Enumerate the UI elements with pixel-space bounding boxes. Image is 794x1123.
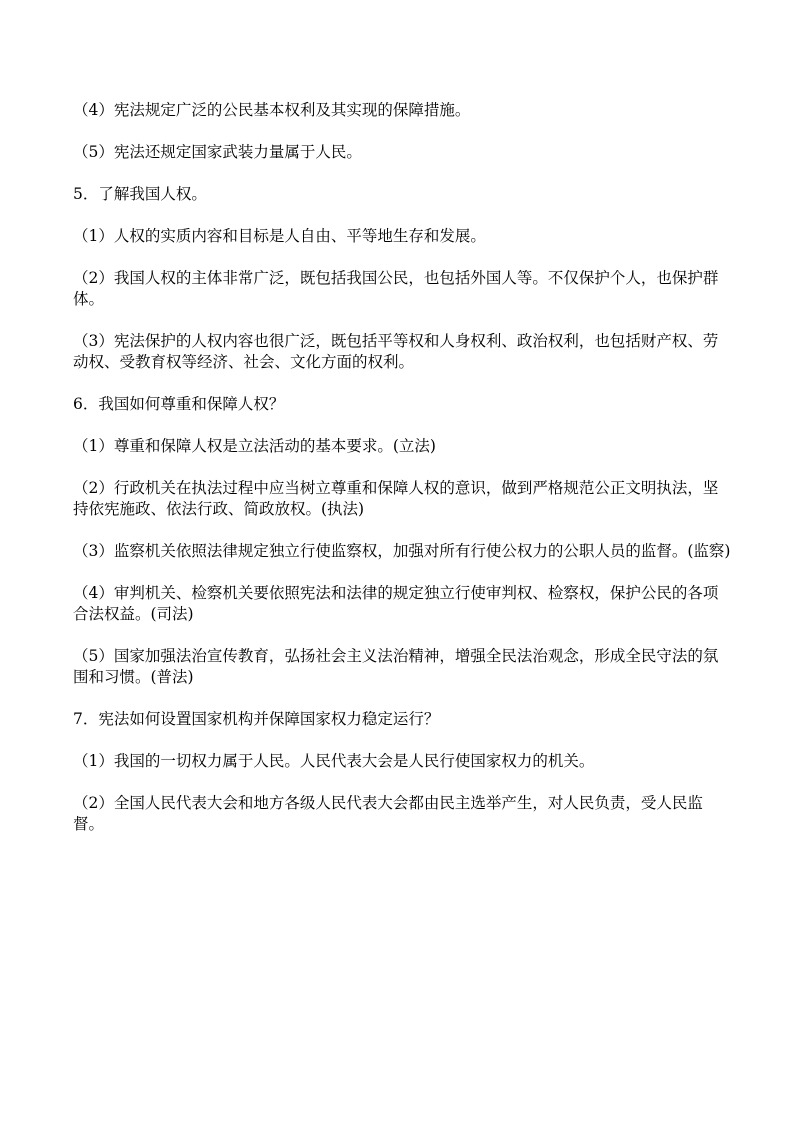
paragraph-judiciary: （4）审判机关、检察机关要依照宪法和法律的规定独立行使审判权、检察权，保护公民的各项合法权益。(司法): [73, 584, 719, 623]
paragraph-congress-elections: （2）全国人民代表大会和地方各级人民代表大会都由民主选举产生，对人民负责，受人民监督。: [73, 794, 703, 833]
paragraph-supervision: （3）监察机关依照法律规定独立行使监察权，加强对所有行使公权力的公职人员的监督。(监察): [73, 542, 731, 560]
heading-understand-human-rights: 5．了解我国人权。: [73, 185, 207, 203]
paragraph-armed-forces-5: （5）宪法还规定国家武装力量属于人民。: [73, 143, 362, 161]
paragraph-human-rights-content: （3）宪法保护的人权内容也很广泛，既包括平等权和人身权利、政治权利，也包括财产权、劳动权、受教育权等经济、社会、文化方面的权利。: [73, 332, 719, 371]
heading-respect-protect-human-rights: 6．我国如何尊重和保障人权？: [73, 395, 285, 413]
paragraph-power-belongs-to-people: （1）我国的一切权力属于人民。人民代表大会是人民行使国家权力的机关。: [73, 752, 595, 770]
paragraph-enforcement: （2）行政机关在执法过程中应当树立尊重和保障人权的意识，做到严格规范公正文明执法，坚持依宪施政、依法行政、简政放权。(执法): [73, 479, 719, 518]
paragraph-legislation: （1）尊重和保障人权是立法活动的基本要求。(立法): [73, 437, 436, 455]
paragraph-law-education: （5）国家加强法治宣传教育，弘扬社会主义法治精神，增强全民法治观念，形成全民守法的氛围和习惯。(普法): [73, 647, 719, 686]
paragraph-human-rights-essence: （1）人权的实质内容和目标是人自由、平等地生存和发展。: [73, 227, 486, 245]
heading-state-institutions: 7．宪法如何设置国家机构并保障国家权力稳定运行？: [73, 710, 440, 728]
paragraph-constitution-rights-4: （4）宪法规定广泛的公民基本权利及其实现的保障措施。: [73, 101, 471, 119]
document-body: [73, 100, 733, 856]
paragraph-human-rights-subjects: （2）我国人权的主体非常广泛，既包括我国公民，也包括外国人等。不仅保护个人，也保护群体。: [73, 269, 719, 308]
